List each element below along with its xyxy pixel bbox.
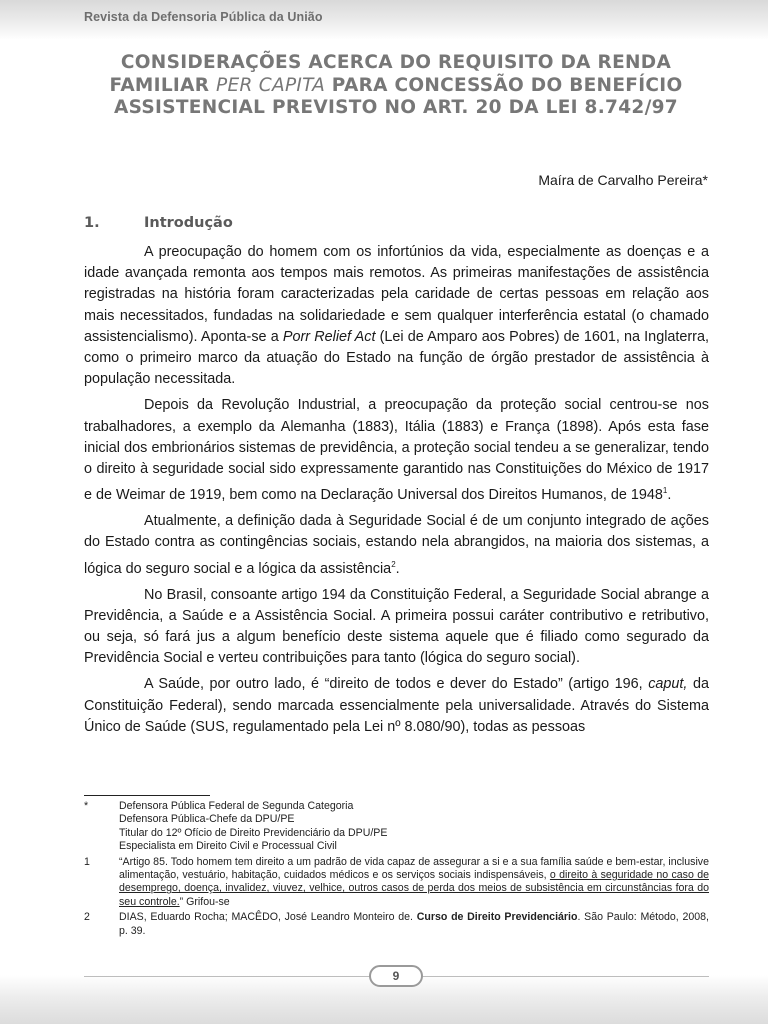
paragraph-3 (84, 511, 709, 579)
author-note-line: Defensora Pública-Chefe da DPU/PE (119, 813, 295, 826)
author-note-line: Defensora Pública Federal de Segunda Categoria (119, 800, 354, 812)
section-number: 1. (84, 215, 100, 231)
author-name: Maíra de Carvalho Pereira* (538, 172, 708, 188)
article-title (100, 52, 692, 120)
paragraph-4: No Brasil, consoante artigo 194 da Constituição Federal, a Seguridade Social abrange a Previdência, a Saúde e a Assistência Social. A primeira possui caráter contributivo e retributivo, ou seja, só fará jus a algum benefício deste sistema aquele que é filiado como segurado da Previdência Social e verteu contribuições para tanto (lógica do seguro social). (84, 586, 709, 667)
footnotes (84, 800, 709, 940)
p1-italic: Porr Relief Act (282, 328, 376, 345)
paragraph-2 (84, 395, 709, 506)
section-heading (84, 215, 233, 231)
p2-end: . (667, 487, 672, 504)
p5-text-b: da Constituição Federal), sendo marcada essencialmente pela universalidade. Através do Sistema Único de Saúde (SUS, regulamentado pela Lei nº 8.080/90), todas as pessoas (84, 676, 709, 735)
footnote-star-mark: * (84, 800, 89, 812)
page-number: 9 (369, 965, 423, 987)
footnote-2-mark: 2 (84, 911, 90, 924)
p1-text-b: (Lei de Amparo aos Pobres) de 1601, na Inglaterra, como o primeiro marco da atuação do Estado na função de órgão prestador de assistência à população necessitada. (84, 328, 709, 388)
section-title: Introdução (144, 215, 233, 231)
footnote-1-mark: 1 (84, 855, 90, 868)
footnote-1-text (119, 856, 709, 910)
footnote-1-underlined: o direito à seguridade no caso de desemprego, doença, invalidez, viuvez, velhice, outros casos de perda dos meios de subsistência em circunstâncias fora do seu controle. (119, 869, 709, 908)
title-italic: PER CAPITA (216, 74, 326, 96)
author-note-line: Especialista em Direito Civil e Processual Civil (119, 840, 337, 853)
p2-text: Depois da Revolução Industrial, a preocupação da proteção social centrou-se nos trabalhadores, a exemplo da Alemanha (1883), Itália (1883) e França (1898). Após esta fase inicial dos embrionários sistemas de previdência, a proteção social tendeu a se generalizar, tendo o direito à seguridade social sido expressamente garantido nas Constituições do México de 1917 e de Weimar de 1919, bem como na Declaração Universal dos Direitos Humanos, de 1948 (84, 397, 709, 504)
title-part-2: PARA CONCESSÃO DO BENEFÍCIO ASSISTENCIAL PREVISTO NO ART. 20 DA LEI 8.742/97 (114, 74, 683, 118)
footnote-2 (84, 911, 709, 938)
footnote-divider (84, 795, 210, 796)
footnote-author (84, 800, 709, 854)
author-note-line: Titular do 12º Ofício de Direito Previdenciário da DPU/PE (119, 826, 388, 839)
footnote-1-text-a: “Artigo 85. Todo homem tem direito a um padrão de vida capaz de assegurar a si e a sua família saúde e bem-estar, inclusive alimentação, vestuário, habitação, cuidados médicos e os serviços sociais indispensáveis, (119, 855, 709, 882)
p3-text: Atualmente, a definição dada à Seguridade Social é de um conjunto integrado de ações do Estado contra as contingências sociais, estando nela abrangidos, na maioria dos sistemas, a lógica do seguro social e a lógica da assistência (84, 513, 709, 577)
footnote-2-text (119, 911, 709, 938)
article-body (84, 242, 709, 743)
footnote-ref-2[interactable]: 2 (391, 559, 396, 569)
paragraph-5 (84, 674, 709, 738)
footnote-1-end: ” Grifou-se (179, 895, 230, 908)
footnote-1 (84, 856, 709, 910)
paragraph-1 (84, 242, 709, 390)
p5-italic: caput, (648, 676, 688, 693)
footnote-2-bold: Curso de Direito Previdenciário (416, 911, 578, 924)
p3-end: . (395, 560, 400, 577)
footnote-ref-1[interactable]: 1 (662, 486, 668, 496)
p1-text-a: A preocupação do homem com os infortúnios da vida, especialmente as doenças e a idade avançada remonta aos tempos mais remotos. As primeiras manifestações de assistência registradas na história foram caracterizadas pela caridade de certas pessoas em relação aos mais necessitados, fundadas na solidariedade e sem qualquer interferência estatal (o chamado assistencialismo). Aponta-se a (84, 244, 709, 345)
footnote-2-end: . São Paulo: Método, 2008, p. 39. (119, 911, 709, 937)
footnote-author-text (119, 800, 709, 854)
p5-text-a: A Saúde, por outro lado, é “direito de todos e dever do Estado” (artigo 196, (144, 676, 649, 693)
journal-name: Revista da Defensoria Pública da União (84, 10, 323, 24)
footnote-2-text-a: DIAS, Eduardo Rocha; MACÊDO, José Leandro Monteiro de. (119, 911, 417, 924)
title-part-1: CONSIDERAÇÕES ACERCA DO REQUISITO DA RENDA FAMILIAR (109, 52, 672, 96)
